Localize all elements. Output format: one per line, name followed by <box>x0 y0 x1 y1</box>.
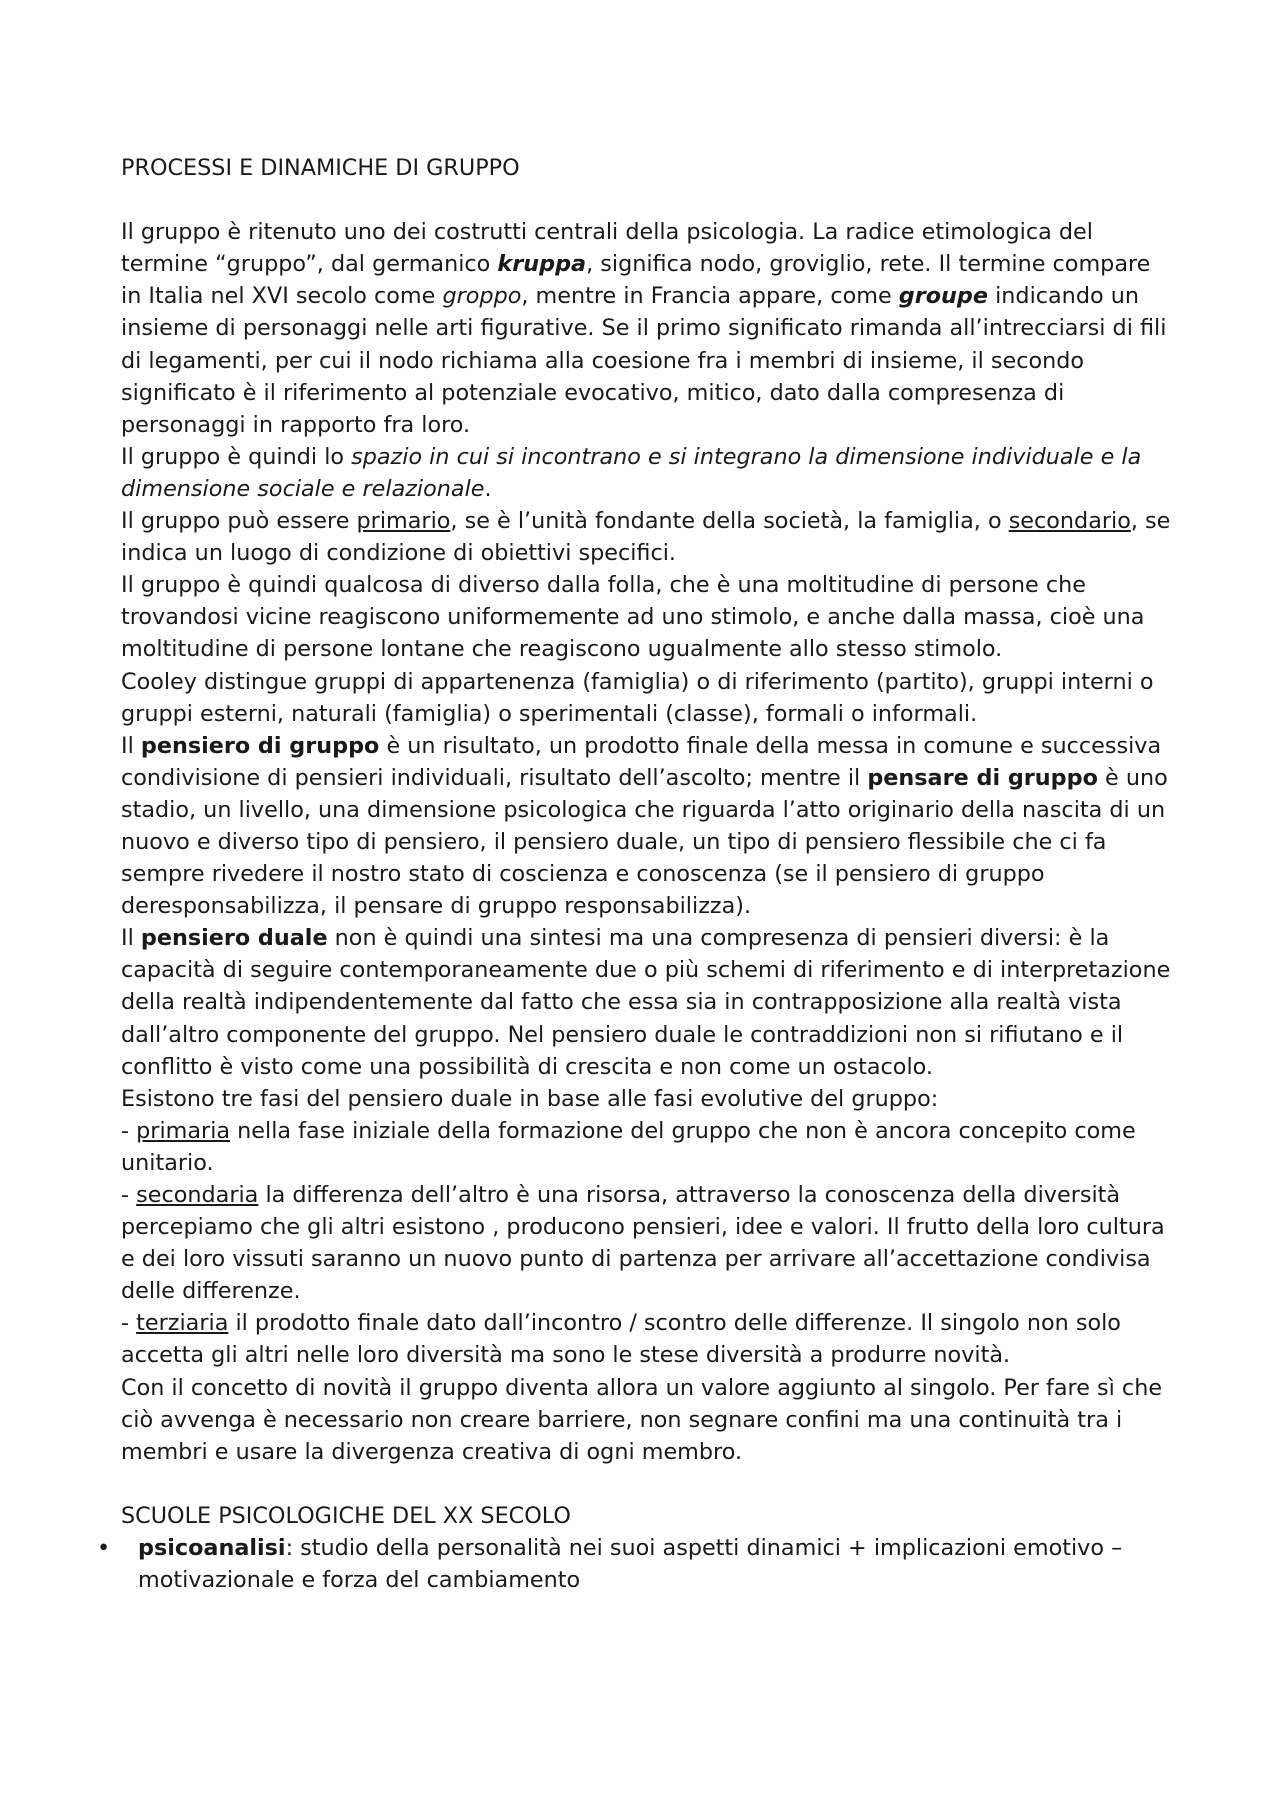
text-run: Il gruppo è ritenuto uno dei costrutti centrali della psicologia. La radice etimologica del termine “gruppo”, dal germanico <box>121 219 1093 278</box>
text-run: nella fase iniziale della formazione del gruppo che non è ancora concepito come unitario. <box>121 1117 1136 1176</box>
text-run: Il gruppo è quindi qualcosa di diverso dalla folla, che è una moltitudine di persone che trovandosi vicine reagiscono uniformemente ad uno stimolo, e anche dalla massa, cioè una moltitudine di persone lontane che reagiscono ugualmente allo stesso stimolo. <box>121 572 1145 663</box>
text-run: Esistono tre fasi del pensiero duale in base alle fasi evolutive del gruppo: <box>121 1085 939 1112</box>
text-run: Cooley distingue gruppi di appartenenza (famiglia) o di riferimento (partito), gruppi interni o gruppi esterni, naturali (famiglia) o sperimentali (classe), formali o informali. <box>121 668 1154 727</box>
italic-text: spazio in cui si incontrano e si integrano la dimensione individuale e la dimensione sociale e relazionale <box>121 443 1142 502</box>
paragraph <box>121 441 1171 505</box>
paragraph <box>121 505 1171 569</box>
document-body <box>97 152 1171 1596</box>
paragraph <box>121 1115 1171 1179</box>
document-title: PROCESSI E DINAMICHE DI GRUPPO <box>121 155 520 181</box>
text-run: è uno stadio, un livello, una dimensione psicologica che riguarda l’atto originario della nascita di un nuovo e diverso tipo di pensiero, il pensiero duale, un tipo di pensiero flessibile che ci fa sempre rivedere il nostro stato di coscienza e conoscenza (se il pensiero di gruppo deresponsabilizza, il pensare di gruppo responsabilizza). <box>121 764 1168 920</box>
text-run: , mentre in Francia appare, come <box>521 283 899 310</box>
paragraph <box>121 216 1171 441</box>
paragraph <box>121 1179 1171 1307</box>
underlined-text: primario <box>356 508 451 535</box>
paragraph <box>121 569 1171 665</box>
text-run: la differenza dell’altro è una risorsa, attraverso la conoscenza della diversità percepiamo che gli altri esistono , producono pensieri, idee e valori. Il frutto della loro cultura e dei loro vissuti saranno un nuovo punto di partenza per arrivare all’accettazione condivisa delle differenze. <box>121 1182 1165 1305</box>
italic-text: groppo <box>442 283 522 310</box>
bold-text: groupe <box>898 283 988 310</box>
text-run: è un risultato, un prodotto finale della messa in comune e successiva condivisione di pensieri individuali, risultato dell’ascolto; mentre il <box>121 732 1162 791</box>
text-run: Il gruppo può essere <box>121 508 357 535</box>
bullet-icon: • <box>97 1535 111 1562</box>
text-run: : studio della personalità nei suoi aspetti dinamici + implicazioni emotivo – motivazionale e forza del cambiamento <box>138 1535 1123 1594</box>
bullet-item <box>97 1532 1171 1596</box>
bold-text: pensiero di gruppo <box>140 732 380 759</box>
text-run: - <box>121 1310 137 1337</box>
blank-line <box>121 184 1171 216</box>
text-run: , se è l’unità fondante della società, la famiglia, o <box>450 508 1009 535</box>
text-run: - <box>121 1117 137 1144</box>
paragraph <box>121 1372 1171 1468</box>
text-run: . <box>484 475 492 502</box>
section-title: SCUOLE PSICOLOGICHE DEL XX SECOLO <box>121 1502 571 1529</box>
paragraph <box>121 1307 1171 1371</box>
blank-line <box>121 1468 1171 1500</box>
text-run: Il gruppo è quindi lo <box>121 443 352 470</box>
paragraph-list <box>121 216 1171 1468</box>
underlined-text: primaria <box>136 1117 231 1144</box>
text-run: il prodotto finale dato dall’incontro / scontro delle differenze. Il singolo non solo accetta gli altri nelle loro diversità ma sono le stese diversità a produrre novità. <box>121 1310 1121 1369</box>
bold-text: psicoanalisi <box>138 1535 286 1562</box>
text-run: - <box>121 1182 137 1208</box>
paragraph <box>121 666 1171 730</box>
text-run: indicando un insieme di personaggi nelle arti figurative. Se il primo significato rimanda all’intrecciarsi di fili di legamenti, per cui il nodo richiama alla coesione fra i membri di insieme, il secondo significato è il riferimento al potenziale evocativo, mitico, dato dalla compresenza di personaggi in rapporto fra loro. <box>121 283 1167 438</box>
bold-text: pensiero duale <box>140 925 328 952</box>
text-run: Il <box>121 732 141 759</box>
underlined-text: secondario <box>1008 508 1131 535</box>
bold-text: pensare di gruppo <box>867 764 1098 791</box>
text-run: Con il concetto di novità il gruppo diventa allora un valore aggiunto al singolo. Per fare sì che ciò avvenga è necessario non creare barriere, non segnare confini ma una continuità tra i membri e usare la divergenza creativa di ogni membro. <box>121 1374 1163 1465</box>
paragraph <box>121 1083 1171 1115</box>
underlined-text: secondaria <box>136 1182 259 1208</box>
text-run: , se indica un luogo di condizione di obiettivi specifici. <box>121 508 1171 567</box>
text-run: , significa nodo, groviglio, rete. Il termine compare in Italia nel XVI secolo come <box>121 251 1151 310</box>
paragraph <box>121 730 1171 923</box>
bold-text: kruppa <box>497 251 587 278</box>
bullet-list <box>97 1532 1171 1596</box>
text-run: Il <box>121 925 141 952</box>
paragraph <box>121 922 1171 1082</box>
underlined-text: terziaria <box>136 1310 229 1337</box>
text-run: non è quindi una sintesi ma una compresenza di pensieri diversi: è la capacità di seguire contemporaneamente due o più schemi di riferimento e di interpretazione della realtà indipendentemente dal fatto che essa sia in contrapposizione alla realtà vista dall’altro componente del gruppo. Nel pensiero duale le contraddizioni non si rifiutano e il conflitto è visto come una possibilità di crescita e non come un ostacolo. <box>121 925 1171 1080</box>
